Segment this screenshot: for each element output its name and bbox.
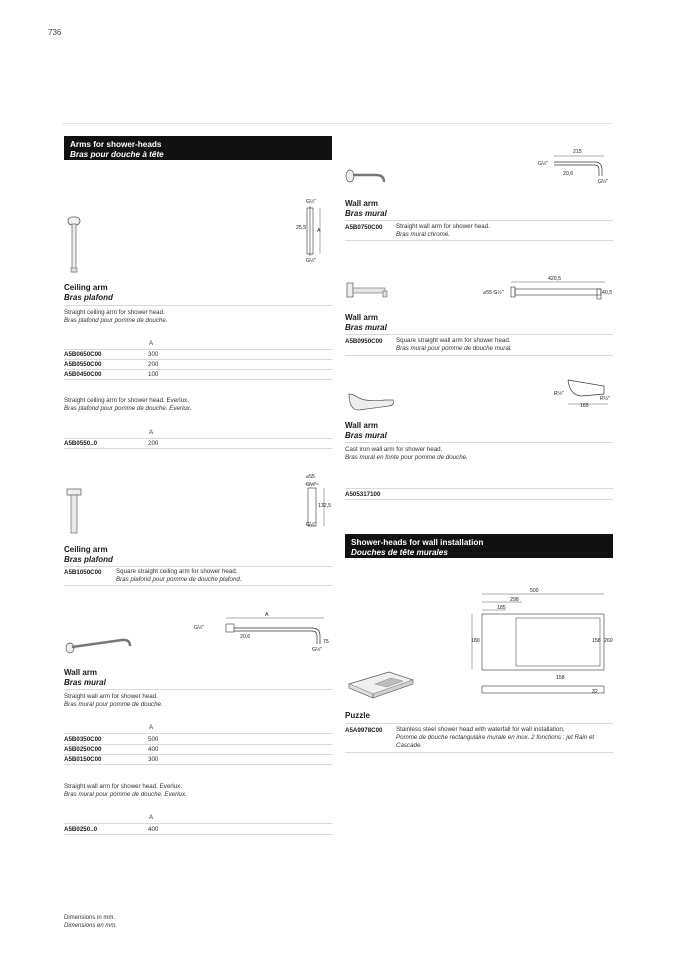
divider <box>64 379 332 380</box>
product-code: A5B0150C00 <box>64 756 102 763</box>
product-value: 500 <box>148 736 159 743</box>
divider <box>64 448 332 449</box>
divider <box>64 369 332 370</box>
dim-g2: G½" <box>312 647 323 653</box>
product-code: A5B0250C00 <box>64 746 102 753</box>
divider <box>64 764 332 765</box>
divider <box>64 349 332 350</box>
ceiling-arm-desc <box>64 309 168 325</box>
divider <box>64 834 332 835</box>
wall-arm-b-desc-en: Square straight wall arm for shower head. <box>396 337 511 344</box>
wall-arm-c-title <box>345 421 387 441</box>
wall-arm-c-title-fr: Bras mural <box>345 431 387 440</box>
divider <box>345 499 613 500</box>
section-header-shower-heads <box>345 534 613 558</box>
section-header-shower-heads-en: Shower-heads for wall installation <box>351 538 484 547</box>
dim-h2: 158 <box>592 638 601 644</box>
wall-arm-b-title <box>345 313 387 333</box>
puzzle-title: Puzzle <box>345 711 370 720</box>
dim-diam: ⌀55 <box>306 474 315 480</box>
wall-arm-desc <box>64 693 163 709</box>
wall-arm-title-fr: Bras mural <box>64 678 106 687</box>
wall-arm-a-desc-fr: Bras mural chromé. <box>396 231 450 238</box>
product-code: A5B0450C00 <box>64 371 102 378</box>
square-ceiling-arm-desc-en: Square straight ceiling arm for shower head. <box>116 568 238 575</box>
column-header-a: A <box>149 724 154 731</box>
wall-arm-desc-en: Straight wall arm for shower head. <box>64 693 158 700</box>
dim-r1: R½" <box>554 391 564 397</box>
wall-arm-everlux-desc-en: Straight wall arm for shower head. Everlux. <box>64 783 182 790</box>
column-header-a: A <box>149 814 154 821</box>
dim-top-g: G½" <box>306 199 317 205</box>
wall-arm-b-image <box>345 280 391 302</box>
dim-h: 40,5 <box>602 290 613 296</box>
wall-arm-c-title-en: Wall arm <box>345 421 379 430</box>
wall-arm-title <box>64 668 106 688</box>
divider <box>64 754 332 755</box>
wall-arm-a-title <box>345 199 387 219</box>
section-header-shower-heads-fr: Douches de tête murales <box>351 548 448 557</box>
product-code: A5B0950C00 <box>345 338 383 345</box>
top-divider <box>62 123 613 124</box>
dim-w: 215 <box>573 149 582 155</box>
wall-arm-desc-fr: Bras mural pour pomme de douche. <box>64 701 163 708</box>
divider <box>64 823 332 824</box>
dim-b: 158 <box>556 675 565 681</box>
divider <box>64 438 332 439</box>
ceiling-arm-desc-en: Straight ceiling arm for shower head. <box>64 309 165 316</box>
divider <box>345 220 613 221</box>
product-value: 300 <box>148 351 159 358</box>
wall-arm-c-desc-fr: Bras mural en fonte pour pomme de douche. <box>345 454 468 461</box>
dim-d: ⌀55 G½" <box>483 290 504 296</box>
dim-r2: R½" <box>600 396 610 402</box>
puzzle-desc-en: Stainless steel shower head with waterfall for wall installation. <box>396 726 565 733</box>
wall-arm-b-drawing <box>505 280 617 302</box>
wall-arm-a-desc-en: Straight wall arm for shower head. <box>396 223 490 230</box>
column-header-a: A <box>149 340 154 347</box>
dim-w2: 298 <box>510 597 519 603</box>
product-code: A505317100 <box>345 491 381 498</box>
product-code: A5B0350C00 <box>64 736 102 743</box>
divider <box>345 334 613 335</box>
product-value: 300 <box>148 756 159 763</box>
divider <box>345 723 613 724</box>
divider <box>345 752 613 753</box>
wall-arm-everlux-desc <box>64 783 187 799</box>
ceiling-arm-image <box>64 216 84 276</box>
square-ceiling-arm-title-fr: Bras plafond <box>64 555 113 564</box>
divider <box>64 689 332 690</box>
square-ceiling-arm-title <box>64 545 113 565</box>
dim-side: 25,5 <box>296 225 307 231</box>
divider <box>345 240 613 241</box>
product-code: A5B0250..0 <box>64 826 98 833</box>
ceiling-arm-everlux-desc-fr: Bras plafond pour pomme de douche. Everlux. <box>64 405 192 412</box>
puzzle-drawing <box>464 588 614 700</box>
square-ceiling-arm-desc-fr: Bras plafond pour pomme de douche plafond. <box>116 576 242 583</box>
puzzle-desc-fr: Pomme de douche rectangulaire murale en inox. 2 fonctions : jet Rain et Cascade. <box>396 734 595 749</box>
wall-arm-a-title-fr: Bras mural <box>345 209 387 218</box>
product-code: A5B0550C00 <box>64 361 102 368</box>
dim-h1: 180 <box>471 638 480 644</box>
section-header-arms-fr: Bras pour douche à tête <box>70 150 164 159</box>
product-value: 100 <box>148 371 159 378</box>
dim-g1: G½" <box>538 161 549 167</box>
product-value: 400 <box>148 826 159 833</box>
divider <box>64 305 332 306</box>
divider <box>64 566 332 567</box>
dim-w: 420,5 <box>548 276 561 282</box>
wall-arm-c-desc-en: Cast iron wall arm for shower head. <box>345 446 443 453</box>
ceiling-arm-everlux-desc-en: Straight ceiling arm for shower head. Everlux. <box>64 397 189 404</box>
product-code: A5B0550..0 <box>64 440 98 447</box>
divider <box>345 355 613 356</box>
column-header-a: A <box>149 429 154 436</box>
divider <box>64 733 332 734</box>
divider <box>64 744 332 745</box>
footer-fr: Dimensions en mm. <box>64 923 118 929</box>
dim-w: 500 <box>530 588 539 594</box>
footer-note <box>64 914 117 930</box>
dim-d: 20,6 <box>563 171 574 177</box>
dim-g2: G½" <box>598 179 609 185</box>
dim-bottom-g: G½" <box>306 258 317 264</box>
puzzle-image <box>345 668 415 700</box>
wall-arm-a-title-en: Wall arm <box>345 199 379 208</box>
dim-g1: G½" <box>194 625 205 631</box>
puzzle-desc <box>396 726 612 750</box>
product-code: A5A9978C00 <box>345 727 383 734</box>
wall-arm-image <box>64 630 134 654</box>
dim-g1: G½" <box>306 482 317 488</box>
divider <box>345 488 613 489</box>
dim-a: A <box>317 228 321 234</box>
ceiling-arm-title-fr: Bras plafond <box>64 293 113 302</box>
product-code: A5B1050C00 <box>64 569 102 576</box>
dim-t: 32 <box>592 689 598 695</box>
product-code: A5B0650C00 <box>64 351 102 358</box>
square-ceiling-arm-title-en: Ceiling arm <box>64 545 108 554</box>
ceiling-arm-title-en: Ceiling arm <box>64 283 108 292</box>
product-value: 200 <box>148 440 159 447</box>
wall-arm-title-en: Wall arm <box>64 668 98 677</box>
wall-arm-b-desc <box>396 337 512 353</box>
section-header-arms-en: Arms for shower-heads <box>70 140 162 149</box>
dim-a: A <box>265 612 269 618</box>
product-code: A5B0750C00 <box>345 224 383 231</box>
wall-arm-c-image <box>345 388 397 414</box>
wall-arm-b-title-fr: Bras mural <box>345 323 387 332</box>
wall-arm-a-desc <box>396 223 490 239</box>
wall-arm-everlux-desc-fr: Bras mural pour pomme de douche. Everlux. <box>64 791 187 798</box>
page-number: 736 <box>48 28 62 37</box>
dim-h: 75 <box>323 639 329 645</box>
divider <box>64 585 332 586</box>
square-ceiling-arm-image <box>64 488 84 534</box>
wall-arm-a-image <box>344 160 390 186</box>
dim-g2: G½" <box>306 522 317 528</box>
divider <box>64 359 332 360</box>
ceiling-arm-desc-fr: Bras plafond pour pomme de douche. <box>64 317 168 324</box>
ceiling-arm-everlux-desc <box>64 397 192 413</box>
dim-h: 132,5 <box>318 503 331 509</box>
ceiling-arm-title <box>64 283 113 303</box>
dim-h3: 260 <box>604 638 613 644</box>
footer-en: Dimensions in mm. <box>64 915 116 921</box>
ceiling-arm-drawing <box>290 196 330 266</box>
square-ceiling-arm-desc <box>116 568 242 584</box>
wall-arm-b-desc-fr: Bras mural pour pomme de douche mural. <box>396 345 512 352</box>
dim-d: 20,6 <box>240 634 251 640</box>
product-value: 400 <box>148 746 159 753</box>
section-header-arms <box>64 136 332 160</box>
wall-arm-b-title-en: Wall arm <box>345 313 379 322</box>
product-value: 200 <box>148 361 159 368</box>
dim-w3: 185 <box>497 605 506 611</box>
divider <box>345 442 613 443</box>
dim-w: 165 <box>580 403 589 409</box>
wall-arm-c-desc <box>345 446 468 462</box>
